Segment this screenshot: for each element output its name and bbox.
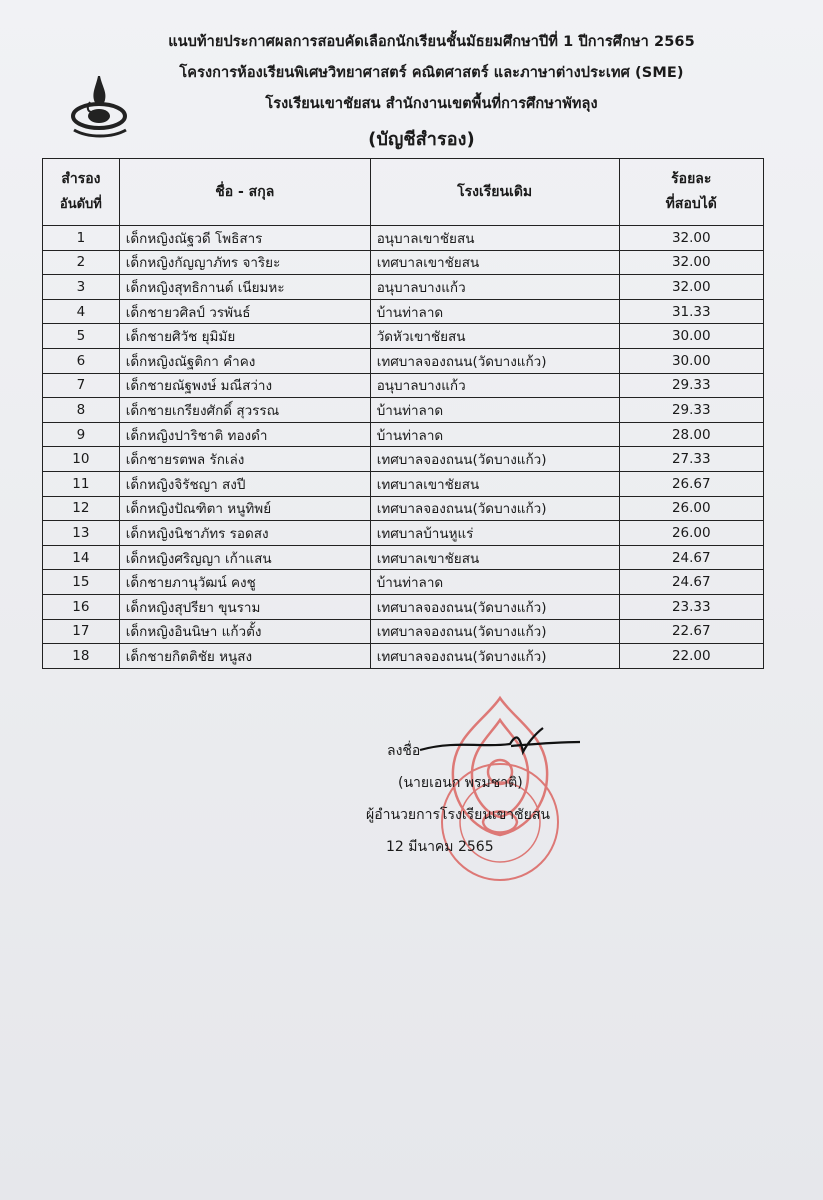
- table-row: [43, 447, 764, 472]
- score-cell: 22.00: [619, 644, 763, 669]
- score-cell: 30.00: [619, 348, 763, 373]
- school-cell: อนุบาลบางแก้ว: [370, 373, 619, 398]
- table-header-row: [43, 159, 764, 226]
- name-cell: เด็กหญิงนิชาภัทร รอดสง: [119, 521, 370, 546]
- name-cell: เด็กหญิงณัฐวดี โพธิสาร: [119, 226, 370, 251]
- rank-cell: 9: [43, 422, 120, 447]
- school-cell: เทศบาลจองถนน(วัดบางแก้ว): [370, 447, 619, 472]
- table-row: [43, 594, 764, 619]
- rank-cell: 12: [43, 496, 120, 521]
- school-cell: เทศบาลจองถนน(วัดบางแก้ว): [370, 348, 619, 373]
- school-cell: บ้านท่าลาด: [370, 398, 619, 423]
- rank-cell: 2: [43, 250, 120, 275]
- table-row: [43, 545, 764, 570]
- rank-cell: 5: [43, 324, 120, 349]
- rank-cell: 10: [43, 447, 120, 472]
- table-row: [43, 226, 764, 251]
- score-cell: 23.33: [619, 594, 763, 619]
- rank-cell: 13: [43, 521, 120, 546]
- score-header-line2: ที่สอบได้: [665, 196, 717, 212]
- signature-label: ลงชื่อ: [387, 743, 421, 759]
- name-cell: เด็กหญิงสุปรียา ขุนราม: [119, 594, 370, 619]
- table-row: [43, 299, 764, 324]
- rank-header-line1: สำรอง: [61, 171, 101, 187]
- table-row: [43, 619, 764, 644]
- school-office-title: โรงเรียนเขาชัยสน สำนักงานเขตพื้นที่การศึกษาพัทลุง: [265, 96, 598, 112]
- name-column-header: ชื่อ - สกุล: [119, 159, 370, 226]
- signature-mark: [415, 722, 585, 762]
- school-cell: เทศบาลเขาชัยสน: [370, 545, 619, 570]
- rank-cell: 11: [43, 471, 120, 496]
- score-cell: 29.33: [619, 373, 763, 398]
- table-row: [43, 373, 764, 398]
- school-cell: บ้านท่าลาด: [370, 299, 619, 324]
- table-row: [43, 521, 764, 546]
- rank-cell: 16: [43, 594, 120, 619]
- table-row: [43, 570, 764, 595]
- rank-cell: 7: [43, 373, 120, 398]
- rank-cell: 14: [43, 545, 120, 570]
- rank-cell: 1: [43, 226, 120, 251]
- table-row: [43, 250, 764, 275]
- school-cell: วัดหัวเขาชัยสน: [370, 324, 619, 349]
- score-column-header: [619, 159, 763, 226]
- name-cell: เด็กชายศิวัช ยุมิมัย: [119, 324, 370, 349]
- name-cell: เด็กหญิงณัฐติกา คำคง: [119, 348, 370, 373]
- school-cell: บ้านท่าลาด: [370, 422, 619, 447]
- reserve-list-heading: (บัญชีสำรอง): [368, 129, 475, 150]
- score-cell: 26.67: [619, 471, 763, 496]
- name-cell: เด็กชายเกรียงศักดิ์ สุวรรณ: [119, 398, 370, 423]
- name-cell: เด็กหญิงอินนิษา แก้วตั้ง: [119, 619, 370, 644]
- rank-column-header: [43, 159, 120, 226]
- table-row: [43, 471, 764, 496]
- table-row: [43, 324, 764, 349]
- table-row: [43, 275, 764, 300]
- name-cell: เด็กหญิงสุทธิกานต์ เนียมหะ: [119, 275, 370, 300]
- score-cell: 26.00: [619, 521, 763, 546]
- score-cell: 31.33: [619, 299, 763, 324]
- school-cell: เทศบาลเขาชัยสน: [370, 471, 619, 496]
- school-cell: เทศบาลจองถนน(วัดบางแก้ว): [370, 496, 619, 521]
- school-cell: บ้านท่าลาด: [370, 570, 619, 595]
- name-cell: เด็กหญิงจิรัชญา สงปี: [119, 471, 370, 496]
- school-cell: เทศบาลจองถนน(วัดบางแก้ว): [370, 594, 619, 619]
- score-cell: 22.67: [619, 619, 763, 644]
- rank-cell: 6: [43, 348, 120, 373]
- score-cell: 27.33: [619, 447, 763, 472]
- school-cell: เทศบาลเขาชัยสน: [370, 250, 619, 275]
- table-row: [43, 496, 764, 521]
- signer-name: (นายเอนก พรมชาติ): [398, 775, 523, 791]
- rank-cell: 15: [43, 570, 120, 595]
- announcement-title: แนบท้ายประกาศผลการสอบคัดเลือกนักเรียนชั้นมัธยมศึกษาปีที่ 1 ปีการศึกษา 2565: [168, 34, 695, 50]
- rank-cell: 8: [43, 398, 120, 423]
- name-cell: เด็กชายรตพล รักเล่ง: [119, 447, 370, 472]
- score-cell: 29.33: [619, 398, 763, 423]
- name-cell: เด็กชายวศิลป์ วรพันธ์: [119, 299, 370, 324]
- score-cell: 32.00: [619, 250, 763, 275]
- name-cell: เด็กชายกิตติชัย หนูสง: [119, 644, 370, 669]
- program-title: โครงการห้องเรียนพิเศษวิทยาศาสตร์ คณิตศาสตร์ และภาษาต่างประเทศ (SME): [179, 65, 684, 81]
- name-cell: เด็กหญิงศริญญา เก้าแสน: [119, 545, 370, 570]
- school-cell: เทศบาลจองถนน(วัดบางแก้ว): [370, 644, 619, 669]
- reserve-list-table: [42, 158, 764, 669]
- school-cell: เทศบาลบ้านหูแร่: [370, 521, 619, 546]
- rank-cell: 3: [43, 275, 120, 300]
- score-cell: 28.00: [619, 422, 763, 447]
- score-cell: 30.00: [619, 324, 763, 349]
- score-header-line1: ร้อยละ: [671, 171, 712, 187]
- name-cell: เด็กหญิงปาริชาติ ทองดำ: [119, 422, 370, 447]
- rank-cell: 17: [43, 619, 120, 644]
- school-column-header: โรงเรียนเดิม: [370, 159, 619, 226]
- school-cell: อนุบาลเขาชัยสน: [370, 226, 619, 251]
- name-cell: เด็กชายณัฐพงษ์ มณีสว่าง: [119, 373, 370, 398]
- signer-title: ผู้อำนวยการโรงเรียนเขาชัยสน: [366, 807, 550, 823]
- school-cell: อนุบาลบางแก้ว: [370, 275, 619, 300]
- rank-header-line2: อันดับที่: [59, 197, 102, 212]
- table-row: [43, 398, 764, 423]
- rank-cell: 4: [43, 299, 120, 324]
- signature-date: 12 มีนาคม 2565: [386, 839, 494, 855]
- score-cell: 26.00: [619, 496, 763, 521]
- score-cell: 32.00: [619, 275, 763, 300]
- table-row: [43, 644, 764, 669]
- name-cell: เด็กหญิงกัญญาภัทร จาริยะ: [119, 250, 370, 275]
- table-row: [43, 422, 764, 447]
- school-cell: เทศบาลจองถนน(วัดบางแก้ว): [370, 619, 619, 644]
- table-row: [43, 348, 764, 373]
- score-cell: 24.67: [619, 545, 763, 570]
- name-cell: เด็กหญิงปัณฑิตา หนูทิพย์: [119, 496, 370, 521]
- name-cell: เด็กชายภานุวัฒน์ คงชู: [119, 570, 370, 595]
- score-cell: 32.00: [619, 226, 763, 251]
- score-cell: 24.67: [619, 570, 763, 595]
- rank-cell: 18: [43, 644, 120, 669]
